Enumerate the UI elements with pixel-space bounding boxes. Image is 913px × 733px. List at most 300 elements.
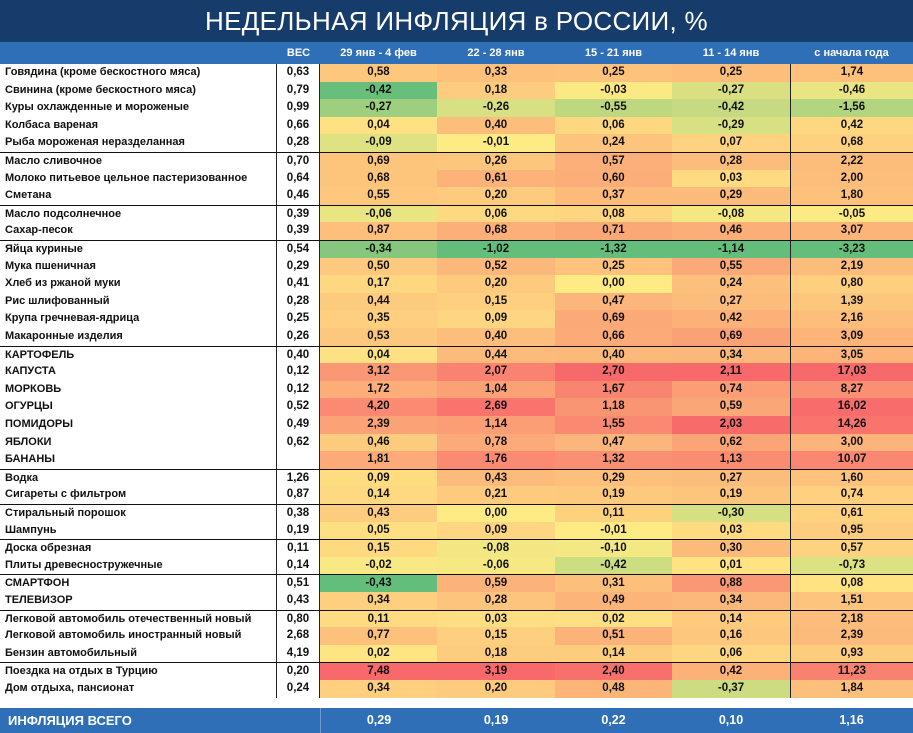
weight-cell: 0,29 [277,258,320,276]
weight-cell: 0,39 [277,206,320,224]
table-row [0,205,913,224]
weight-cell: 0,25 [277,310,320,328]
total-label: ИНФЛЯЦИЯ ВСЕГО [8,713,132,728]
value-cell: 4,20 [320,398,437,416]
inflation-table [0,42,913,733]
column-header: с начала года [814,47,889,59]
row-label: ПОМИДОРЫ [0,416,277,434]
row-label: БАНАНЫ [0,451,277,469]
value-cell: 0,11 [555,505,672,523]
value-cell: -0,37 [672,680,790,698]
value-cell: 2,16 [790,310,913,328]
value-cell: 0,78 [437,434,555,452]
weight-cell: 0,26 [277,328,320,346]
page-title: НЕДЕЛЬНАЯ ИНФЛЯЦИЯ в РОССИИ, % [0,0,913,42]
value-cell: 0,25 [555,64,672,82]
value-cell: 0,05 [320,522,437,540]
value-cell: 0,61 [790,505,913,523]
value-cell: 0,34 [672,592,790,610]
value-cell: 0,14 [320,486,437,504]
row-label: Легковой автомобиль иностранный новый [0,627,277,645]
value-cell: 0,34 [320,680,437,698]
value-cell: 0,57 [555,153,672,171]
value-cell: 0,77 [320,627,437,645]
value-cell: 0,52 [437,258,555,276]
value-cell: 1,76 [437,451,555,469]
value-cell: 0,27 [672,470,790,488]
table-row [0,486,913,504]
value-cell: 0,19 [672,486,790,504]
value-cell: 0,15 [437,293,555,311]
value-cell: -0,06 [320,206,437,224]
value-cell: 0,74 [672,381,790,399]
value-cell: 0,69 [555,310,672,328]
table-header [0,42,913,64]
value-cell: 2,40 [555,663,672,681]
weight-cell: 0,46 [277,187,320,205]
value-cell: 0,31 [555,575,672,593]
value-cell: 0,61 [437,170,555,188]
row-label: Яйца куриные [0,241,277,259]
table-row [0,645,913,663]
value-cell: 0,59 [437,575,555,593]
value-cell: 0,18 [437,645,555,663]
weight-cell: 0,87 [277,486,320,504]
value-cell: 0,40 [437,117,555,135]
weight-cell: 0,41 [277,275,320,293]
value-cell: 0,33 [437,64,555,82]
value-cell: 2,69 [437,398,555,416]
value-cell: 1,67 [555,381,672,399]
row-label: Дом отдыха, пансионат [0,680,277,698]
value-cell: 0,08 [555,206,672,224]
row-label: КАПУСТА [0,363,277,381]
row-label: СМАРТФОН [0,575,277,593]
value-cell: 0,25 [555,258,672,276]
value-cell: 0,29 [672,187,790,205]
value-cell: 0,58 [320,64,437,82]
table-row [0,258,913,276]
table-row [0,310,913,328]
value-cell: -0,09 [320,134,437,152]
row-label: Говядина (кроме бескостного мяса) [0,64,277,82]
value-cell: 0,02 [320,645,437,663]
value-cell: 11,23 [790,663,913,681]
table-row [0,610,913,629]
table-row [0,504,913,523]
value-cell: 0,55 [320,187,437,205]
value-cell: 0,09 [437,310,555,328]
value-cell: 0,06 [555,117,672,135]
value-cell: 0,46 [320,434,437,452]
weight-cell: 0,64 [277,170,320,188]
value-cell: 0,06 [437,206,555,224]
value-cell: 2,00 [790,170,913,188]
value-cell: 1,60 [790,470,913,488]
table-total-row [0,708,913,733]
value-cell: 0,93 [790,645,913,663]
value-cell: 2,39 [790,627,913,645]
value-cell: 0,20 [437,275,555,293]
value-cell: 0,20 [437,187,555,205]
value-cell: 2,39 [320,416,437,434]
value-cell: 0,14 [672,611,790,629]
value-cell: 0,28 [672,153,790,171]
table-row [0,522,913,540]
value-cell: 3,19 [437,663,555,681]
table-row [0,170,913,188]
weight-cell: 0,38 [277,505,320,523]
value-cell: 0,87 [320,222,437,240]
weight-cell: 0,66 [277,117,320,135]
value-cell: 0,35 [320,310,437,328]
row-label: Рис шлифованный [0,293,277,311]
value-cell: -1,14 [672,241,790,259]
table-row [0,152,913,171]
value-cell: 14,26 [790,416,913,434]
row-label: Масло сливочное [0,153,277,171]
value-cell: -0,73 [790,557,913,575]
value-cell: 0,95 [790,522,913,540]
value-cell: 0,27 [672,293,790,311]
table-row [0,381,913,399]
value-cell: 0,26 [437,153,555,171]
total-value: 0,22 [601,713,626,727]
table-row [0,240,913,259]
value-cell: 0,40 [437,328,555,346]
table-row [0,574,913,593]
value-cell: -0,42 [320,82,437,100]
value-cell: 0,24 [672,275,790,293]
row-label: Масло подсолнечное [0,206,277,224]
weight-cell: 0,28 [277,293,320,311]
weight-cell: 0,39 [277,222,320,240]
value-cell: -0,46 [790,82,913,100]
table-row [0,680,913,698]
row-label: Сахар-песок [0,222,277,240]
value-cell: 0,11 [320,611,437,629]
table-row [0,363,913,381]
table-row [0,398,913,416]
row-label: Сметана [0,187,277,205]
value-cell: 0,66 [555,328,672,346]
value-cell: 0,28 [437,592,555,610]
value-cell: 0,43 [437,470,555,488]
value-cell: 0,68 [790,134,913,152]
value-cell: 0,07 [672,134,790,152]
value-cell: 0,03 [672,522,790,540]
column-header: 22 - 28 янв [467,47,525,59]
value-cell: 0,04 [320,117,437,135]
weight-cell: 0,62 [277,434,320,452]
value-cell: 0,43 [320,505,437,523]
value-cell: 3,12 [320,363,437,381]
value-cell: 0,08 [790,575,913,593]
value-cell: -0,42 [555,557,672,575]
value-cell: 1,18 [555,398,672,416]
value-cell: 0,42 [672,310,790,328]
table-row [0,134,913,152]
value-cell: 0,04 [320,347,437,365]
weight-cell: 4,19 [277,645,320,663]
value-cell: -0,27 [672,82,790,100]
row-label: Шампунь [0,522,277,540]
value-cell: 1,13 [672,451,790,469]
weight-cell: 0,28 [277,134,320,152]
row-label: Колбаса вареная [0,117,277,135]
weight-cell: 0,99 [277,99,320,117]
table-row [0,187,913,205]
column-header: ВЕС [286,47,311,59]
value-cell: 0,34 [672,347,790,365]
value-cell: -0,08 [437,540,555,558]
value-cell: -0,42 [672,99,790,117]
value-cell: 0,68 [437,222,555,240]
value-cell: 0,02 [555,611,672,629]
value-cell: 1,14 [437,416,555,434]
value-cell: 1,74 [790,64,913,82]
table-row [0,328,913,346]
value-cell: 0,46 [672,222,790,240]
value-cell: 0,06 [672,645,790,663]
row-label: Свинина (кроме бескостного мяса) [0,82,277,100]
table-row [0,64,913,82]
table-row [0,592,913,610]
value-cell: -0,02 [320,557,437,575]
row-label: Куры охлажденные и мороженые [0,99,277,117]
value-cell: 0,09 [437,522,555,540]
value-cell: 0,20 [437,680,555,698]
value-cell: 16,02 [790,398,913,416]
value-cell: 0,18 [437,82,555,100]
value-cell: -0,05 [790,206,913,224]
value-cell: 0,40 [555,347,672,365]
weight-cell: 0,51 [277,575,320,593]
value-cell: 0,44 [437,347,555,365]
weight-cell [277,451,320,469]
weight-cell: 0,12 [277,363,320,381]
column-header [0,42,277,64]
table-row [0,469,913,488]
value-cell: 0,19 [555,486,672,504]
value-cell: 2,03 [672,416,790,434]
value-cell: 17,03 [790,363,913,381]
table-row [0,451,913,469]
value-cell: 0,42 [790,117,913,135]
value-cell: 0,88 [672,575,790,593]
row-label: КАРТОФЕЛЬ [0,347,277,365]
value-cell: 0,00 [437,505,555,523]
value-cell: 0,15 [320,540,437,558]
value-cell: 1,04 [437,381,555,399]
value-cell: 0,42 [672,663,790,681]
value-cell: 0,50 [320,258,437,276]
table-row [0,416,913,434]
value-cell: 3,05 [790,347,913,365]
weight-cell: 0,79 [277,82,320,100]
table-row [0,275,913,293]
row-label: Сигареты с фильтром [0,486,277,504]
weight-cell: 0,11 [277,540,320,558]
total-value: 0,19 [483,713,509,727]
value-cell: -0,34 [320,241,437,259]
value-cell: 1,51 [790,592,913,610]
value-cell: 0,62 [672,434,790,452]
value-cell: 0,30 [672,540,790,558]
weight-cell: 0,70 [277,153,320,171]
weight-cell: 0,49 [277,416,320,434]
value-cell: 0,48 [555,680,672,698]
value-cell: 1,84 [790,680,913,698]
table-row [0,222,913,240]
table-row [0,293,913,311]
value-cell: 1,39 [790,293,913,311]
row-label: МОРКОВЬ [0,381,277,399]
row-label: ЯБЛОКИ [0,434,277,452]
value-cell: 0,03 [672,170,790,188]
value-cell: 0,59 [672,398,790,416]
row-label: Поездка на отдых в Турцию [0,663,277,681]
weight-cell: 0,12 [277,381,320,399]
value-cell: 2,22 [790,153,913,171]
value-cell: 0,69 [320,153,437,171]
value-cell: -0,06 [437,557,555,575]
value-cell: -3,23 [790,241,913,259]
column-header: 11 - 14 янв [702,47,760,59]
row-label: Бензин автомобильный [0,645,277,663]
row-label: Крупа гречневая-ядрица [0,310,277,328]
weight-cell: 0,43 [277,592,320,610]
value-cell: 0,16 [672,627,790,645]
value-cell: -1,56 [790,99,913,117]
value-cell: 0,47 [555,293,672,311]
row-label: Доска обрезная [0,540,277,558]
value-cell: 1,80 [790,187,913,205]
value-cell: 0,80 [790,275,913,293]
value-cell: 0,21 [437,486,555,504]
value-cell: 2,70 [555,363,672,381]
row-label: Стиральный порошок [0,505,277,523]
value-cell: 0,29 [555,470,672,488]
weight-cell: 0,19 [277,522,320,540]
weight-cell: 0,54 [277,241,320,259]
table-row [0,82,913,100]
value-cell: 1,72 [320,381,437,399]
value-cell: 0,68 [320,170,437,188]
total-value: 0,10 [718,713,744,727]
value-cell: 0,09 [320,470,437,488]
value-cell: 3,09 [790,328,913,346]
value-cell: -0,10 [555,540,672,558]
weight-cell: 0,14 [277,557,320,575]
row-label: Рыба мороженая неразделанная [0,134,277,152]
value-cell: 0,47 [555,434,672,452]
row-label: Макаронные изделия [0,328,277,346]
value-cell: 0,34 [320,592,437,610]
value-cell: 7,48 [320,663,437,681]
table-row [0,539,913,558]
value-cell: 0,25 [672,64,790,82]
value-cell: 3,07 [790,222,913,240]
value-cell: 10,07 [790,451,913,469]
value-cell: 8,27 [790,381,913,399]
weight-cell: 1,26 [277,470,320,488]
row-label: Молоко питьевое цельное пастеризованное [0,170,277,188]
value-cell: 1,32 [555,451,672,469]
value-cell: 0,24 [555,134,672,152]
weight-cell: 0,40 [277,347,320,365]
value-cell: 0,37 [555,187,672,205]
weight-cell: 0,80 [277,611,320,629]
row-label: Легковой автомобиль отечественный новый [0,611,277,629]
table-row [0,557,913,575]
value-cell: -0,27 [320,99,437,117]
value-cell: -0,01 [555,522,672,540]
total-value: 0,29 [320,708,437,733]
value-cell: 2,07 [437,363,555,381]
weight-cell: 0,20 [277,663,320,681]
value-cell: 0,57 [790,540,913,558]
table-row [0,346,913,365]
row-label: Плиты древесностружечные [0,557,277,575]
table-row [0,434,913,452]
weight-cell: 0,63 [277,64,320,82]
value-cell: -0,29 [672,117,790,135]
value-cell: -0,43 [320,575,437,593]
row-label: Мука пшеничная [0,258,277,276]
table-row [0,99,913,117]
row-label: Хлеб из ржаной муки [0,275,277,293]
value-cell: 0,69 [672,328,790,346]
value-cell: 1,55 [555,416,672,434]
row-label: Водка [0,470,277,488]
table-row [0,627,913,645]
value-cell: -0,55 [555,99,672,117]
row-label: ОГУРЦЫ [0,398,277,416]
value-cell: 0,55 [672,258,790,276]
value-cell: 2,19 [790,258,913,276]
table-row [0,662,913,681]
value-cell: 0,15 [437,627,555,645]
value-cell: 0,53 [320,328,437,346]
value-cell: -1,02 [437,241,555,259]
value-cell: -0,03 [555,82,672,100]
row-label: ТЕЛЕВИЗОР [0,592,277,610]
value-cell: -0,01 [437,134,555,152]
value-cell: -0,30 [672,505,790,523]
value-cell: 1,81 [320,451,437,469]
weight-cell: 0,52 [277,398,320,416]
column-header: 15 - 21 янв [584,47,643,59]
total-value: 1,16 [839,713,864,727]
column-header: 29 янв - 4 фев [340,47,417,59]
value-cell: -0,26 [437,99,555,117]
value-cell: 2,11 [672,363,790,381]
value-cell: 2,18 [790,611,913,629]
value-cell: 0,01 [672,557,790,575]
value-cell: 0,17 [320,275,437,293]
value-cell: 0,71 [555,222,672,240]
value-cell: 0,60 [555,170,672,188]
value-cell: 0,74 [790,486,913,504]
value-cell: 0,49 [555,592,672,610]
value-cell: 0,00 [555,275,672,293]
value-cell: 3,00 [790,434,913,452]
value-cell: 0,14 [555,645,672,663]
weight-cell: 0,24 [277,680,320,698]
weight-cell: 2,68 [277,627,320,645]
value-cell: -0,08 [672,206,790,224]
